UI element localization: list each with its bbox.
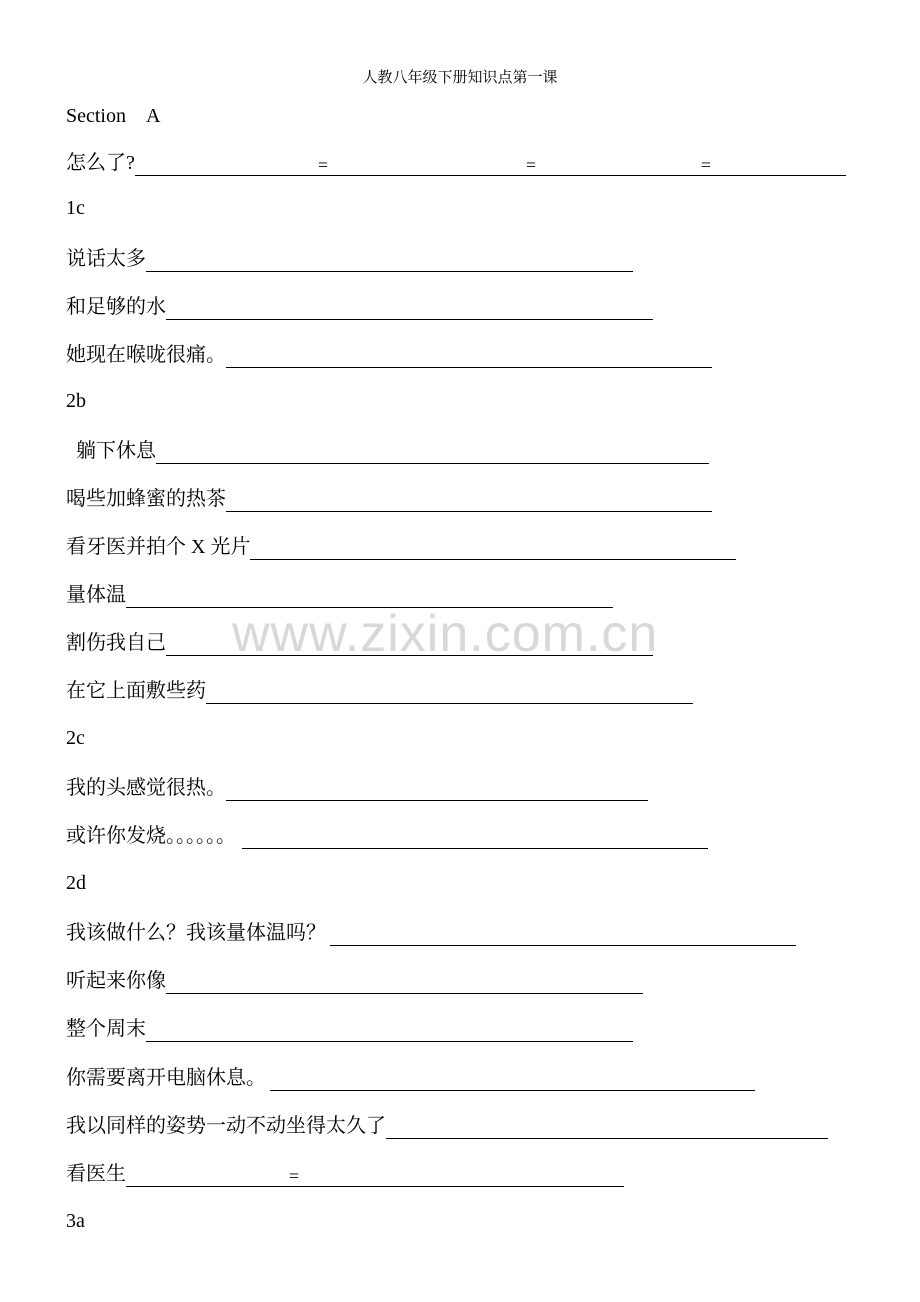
row-talk-too-much xyxy=(66,242,633,272)
equals-sign: = xyxy=(284,1164,304,1187)
section-heading: Section A xyxy=(66,105,161,127)
row-label: 听起来你像 xyxy=(66,970,166,992)
row-label: 我的头感觉很热。 xyxy=(66,777,226,799)
row-label: 我该做什么？我该量体温吗？ xyxy=(66,922,326,944)
row-sat-too-long xyxy=(66,1109,828,1139)
row-weekend xyxy=(66,1012,633,1042)
answer-blank[interactable] xyxy=(135,153,313,176)
answer-blank[interactable] xyxy=(242,826,708,849)
row-head-hot xyxy=(66,771,648,801)
row-see-doctor xyxy=(66,1157,624,1187)
heading-1c: 1c xyxy=(66,197,85,219)
answer-blank[interactable] xyxy=(166,971,643,994)
answer-blank[interactable] xyxy=(166,297,653,320)
answer-blank[interactable] xyxy=(156,441,709,464)
answer-blank[interactable] xyxy=(333,153,521,176)
row-label: 你需要离开电脑休息。 xyxy=(66,1067,266,1089)
row-computer-rest xyxy=(66,1061,755,1091)
row-label: 割伤我自己 xyxy=(66,632,166,654)
answer-blank[interactable] xyxy=(226,489,712,512)
answer-blank[interactable] xyxy=(250,537,736,560)
answer-blank[interactable] xyxy=(146,1019,633,1042)
answer-blank[interactable] xyxy=(206,681,693,704)
heading-2b: 2b xyxy=(66,390,86,412)
row-label: 说话太多 xyxy=(66,248,146,270)
answer-blank[interactable] xyxy=(541,153,696,176)
equals-sign: = xyxy=(521,153,541,176)
answer-blank[interactable] xyxy=(386,1116,828,1139)
equals-sign: = xyxy=(313,153,333,176)
row-label: 看牙医并拍个 X 光片 xyxy=(66,536,251,558)
row-honey-tea xyxy=(66,482,712,512)
row-label: 怎么了? xyxy=(66,152,135,174)
answer-blank[interactable] xyxy=(304,1164,624,1187)
answer-blank[interactable] xyxy=(716,153,846,176)
row-label: 和足够的水 xyxy=(66,296,166,318)
row-dentist-xray xyxy=(66,530,736,560)
row-whats-the-matter xyxy=(66,146,846,176)
row-medicine xyxy=(66,674,693,704)
answer-blank[interactable] xyxy=(226,778,648,801)
watermark: www.zixin.com.cn xyxy=(232,605,659,663)
row-enough-water xyxy=(66,290,653,320)
answer-blank[interactable] xyxy=(330,923,796,946)
row-label: 量体温 xyxy=(66,584,126,606)
answer-blank[interactable] xyxy=(270,1068,755,1091)
equals-sign: = xyxy=(696,153,716,176)
row-label: 躺下休息 xyxy=(76,440,156,462)
page-title: 人教八年级下册知识点第一课 xyxy=(362,70,558,86)
row-label: 在它上面敷些药 xyxy=(66,680,206,702)
row-label: 喝些加蜂蜜的热茶 xyxy=(66,488,226,510)
row-lie-down xyxy=(76,434,709,464)
answer-blank[interactable] xyxy=(126,1164,284,1187)
heading-2c: 2c xyxy=(66,727,85,749)
row-label: 看医生 xyxy=(66,1163,126,1185)
row-label: 整个周末 xyxy=(66,1018,146,1040)
row-sounds-like xyxy=(66,964,643,994)
row-sore-throat xyxy=(66,338,712,368)
row-what-do xyxy=(66,916,796,946)
row-label: 她现在喉咙很痛。 xyxy=(66,344,226,366)
row-label: 我以同样的姿势一动不动坐得太久了 xyxy=(66,1115,386,1137)
answer-blank[interactable] xyxy=(146,249,633,272)
heading-2d: 2d xyxy=(66,872,86,894)
answer-blank[interactable] xyxy=(226,345,712,368)
heading-3a: 3a xyxy=(66,1210,85,1232)
row-label: 或许你发烧。。。。。。 xyxy=(66,825,236,847)
row-fever xyxy=(66,819,708,849)
